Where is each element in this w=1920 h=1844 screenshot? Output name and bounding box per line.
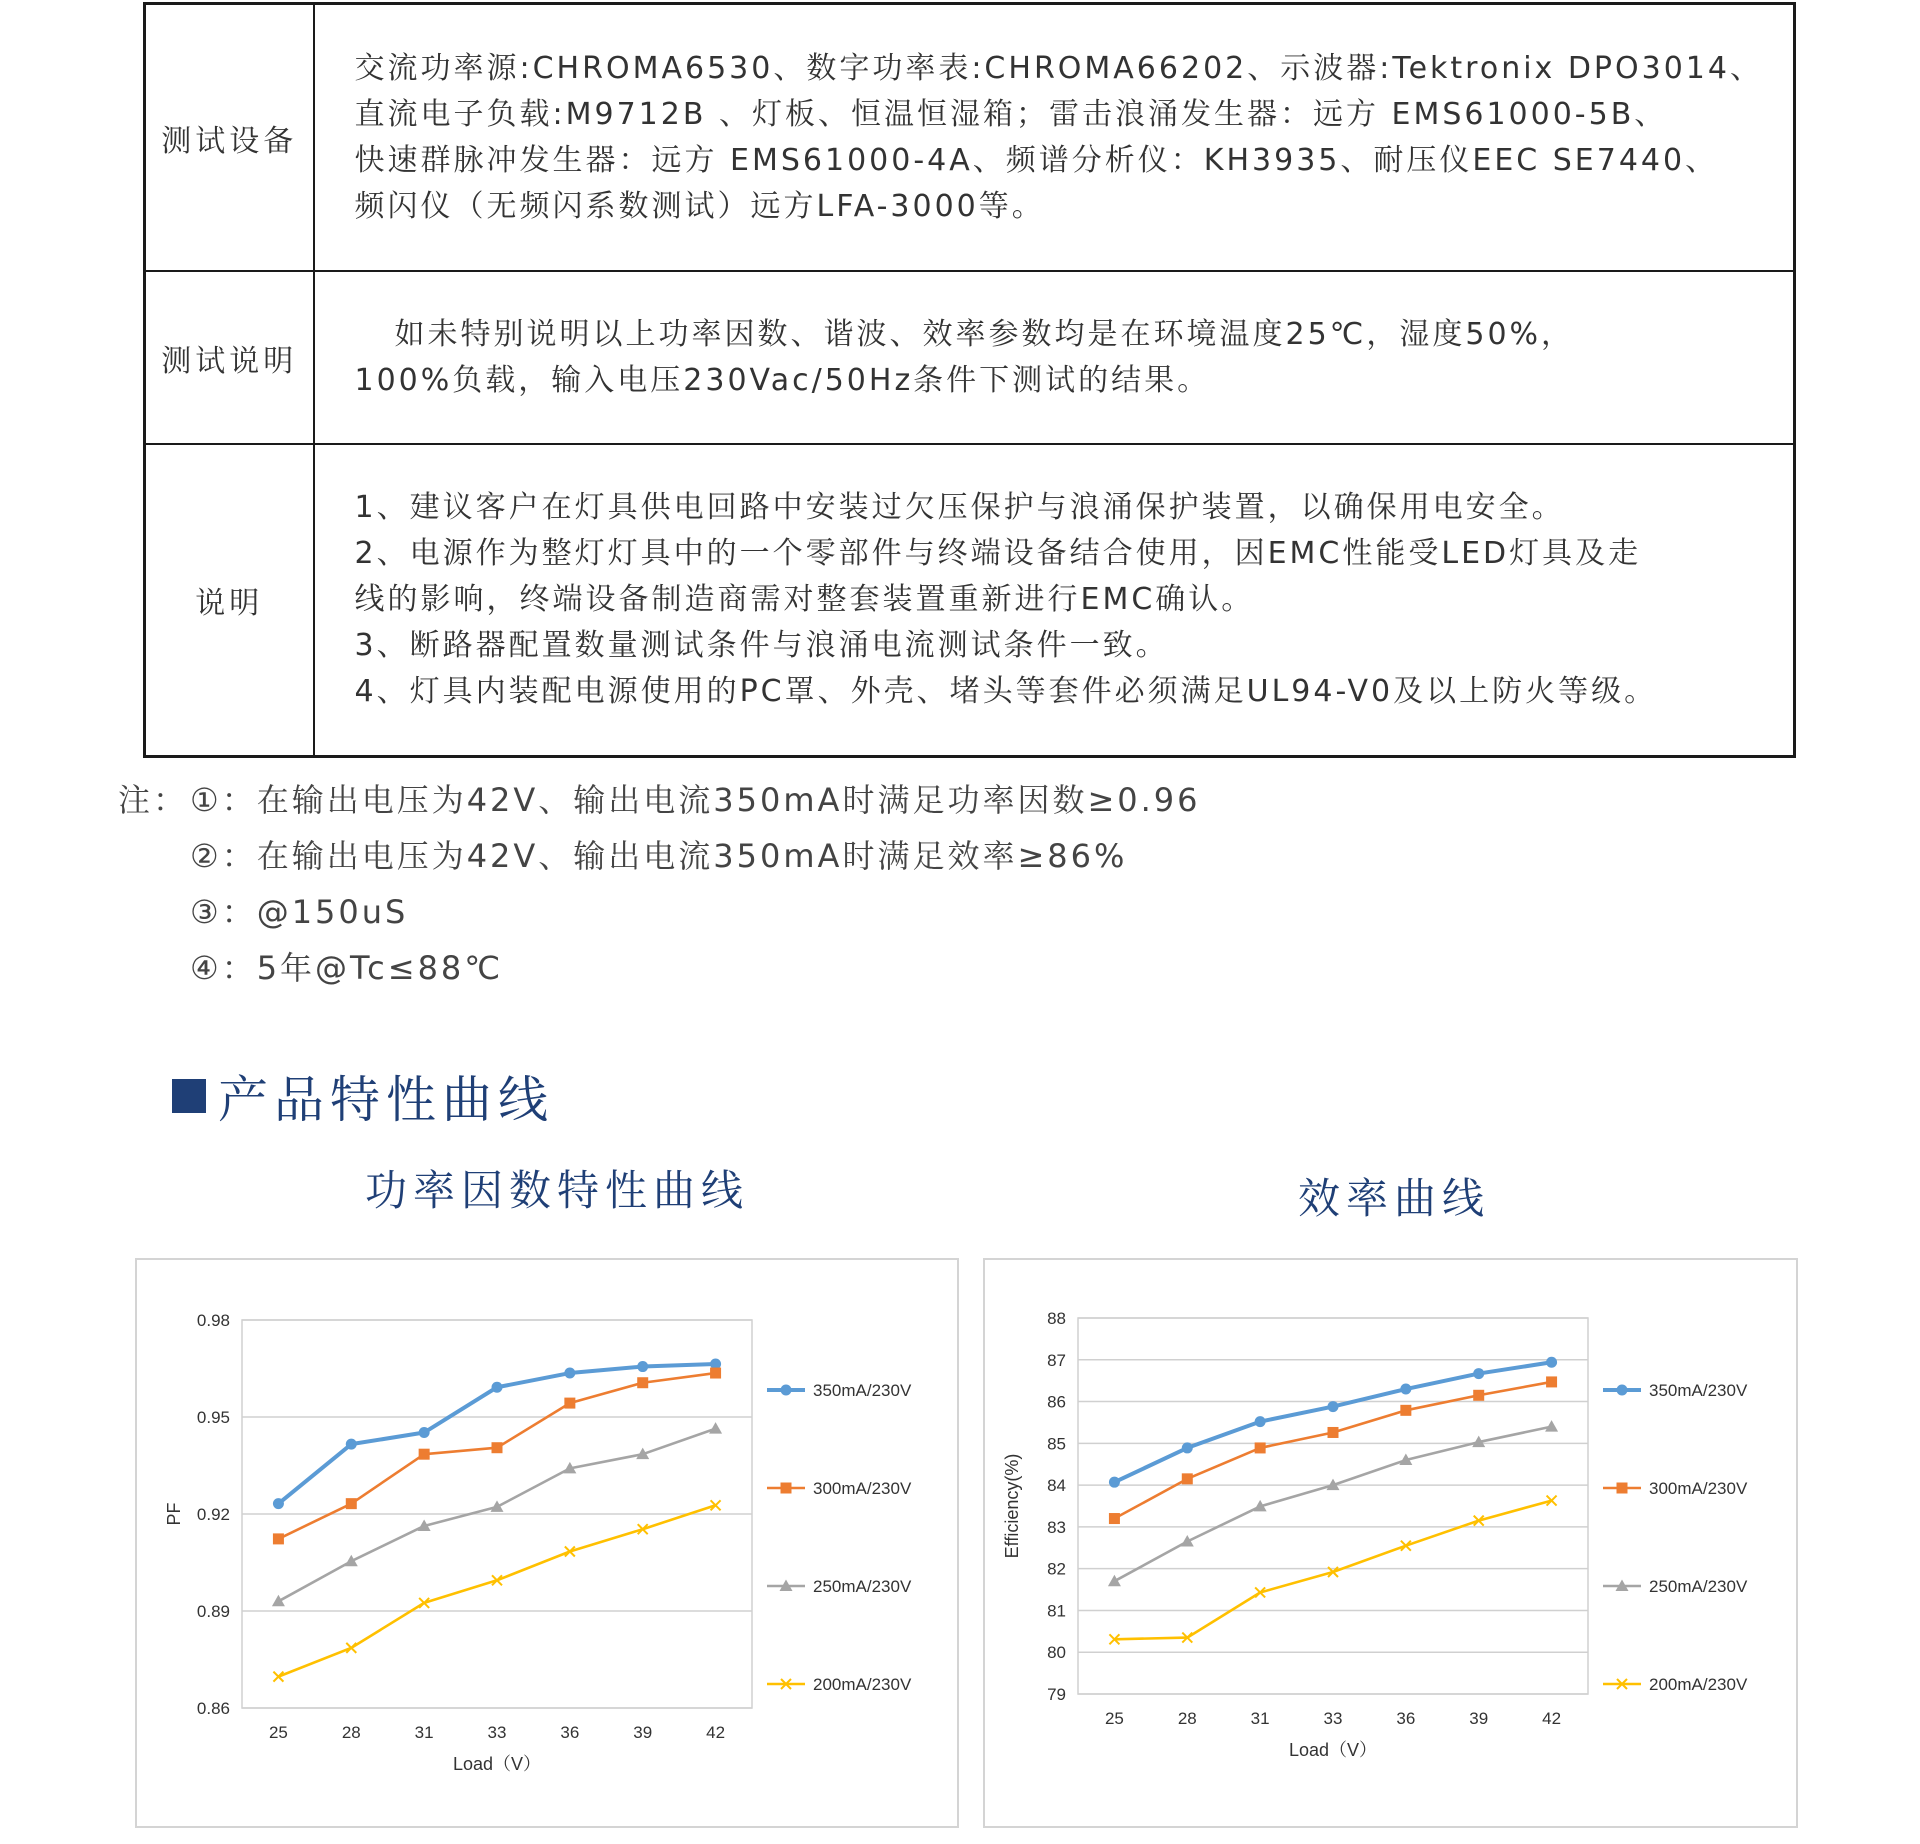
text-line: 4、灯具内装配电源使用的PC罩、外壳、堵头等套件必须满足UL94-V0及以上防火等级。 [354,674,1658,709]
note-item [118,882,1201,938]
note-text: ①：在输出电压为42V、输出电流350mA时满足功率因数≥0.96 [190,781,1201,819]
pf-y-axis-label: PF [164,1502,184,1526]
pf-legend-item [767,1479,912,1498]
pf-data-point [346,1439,357,1450]
text-line: 线的影响，终端设备制造商需对整套装置重新进行EMC确认。 [354,582,1255,617]
pf-y-tick-label: 0.95 [196,1408,230,1427]
note-item [118,826,1201,882]
eff-data-point [1109,1513,1120,1524]
eff-data-point [1546,1376,1557,1387]
eff-data-point [1400,1405,1411,1416]
pf-chart-title: 功率因数特性曲线 [365,1166,750,1215]
legend-marker [1617,1385,1628,1396]
eff-x-axis-label: Load（V） [1288,1740,1378,1760]
pf-x-tick-label: 31 [414,1723,434,1742]
pf-data-point [491,1500,504,1512]
text-line: 如未特别说明以上功率因数、谐波、效率参数均是在环境温度25℃，湿度50%， [394,316,1575,352]
pf-data-point [492,1442,503,1453]
eff-data-point [1546,1357,1557,1368]
pf-data-point [564,1398,575,1409]
eff-x-tick-label: 42 [1542,1709,1562,1728]
pf-data-point [710,1368,721,1379]
pf-data-point [709,1422,722,1434]
text-line: 直流电子负载:M9712B 、灯板、恒温恒湿箱；雷击浪涌发生器：远方 EMS61000-5B、 [354,96,1668,132]
eff-series-3 [1109,1496,1556,1645]
note-item [118,770,1201,826]
eff-data-point [1473,1390,1484,1401]
eff-legend-item [1603,1675,1748,1694]
pf-data-point [637,1361,648,1372]
eff-data-point [1182,1442,1193,1453]
pf-data-point [273,1533,284,1544]
pf-legend-item [767,1577,912,1596]
pf-y-tick-label: 0.98 [196,1311,230,1330]
pf-x-tick-label: 25 [268,1723,288,1742]
eff-data-point [1108,1575,1121,1587]
note-text: ②：在输出电压为42V、输出电流350mA时满足效率≥86% [190,837,1128,875]
text-line: 交流功率源:CHROMA6530、数字功率表:CHROMA66202、示波器:Tektronix DPO3014、 [354,50,1763,86]
pf-x-tick-label: 42 [706,1723,726,1742]
note-text: ③：@150uS [190,893,409,931]
eff-x-tick-label: 31 [1250,1709,1270,1728]
pf-y-tick-label: 0.92 [196,1505,230,1524]
note-item [118,938,1201,994]
pf-data-point [492,1382,503,1393]
row-label-equipment: 测试设备 [145,4,314,272]
eff-y-tick-label: 83 [1047,1517,1066,1537]
legend-marker [781,1385,792,1396]
row-value-test-notes [314,271,1795,444]
section-heading [172,1060,554,1132]
section-title: 产品特性曲线 [218,1071,554,1129]
eff-series-0 [1109,1357,1557,1488]
eff-y-tick-label: 87 [1047,1350,1066,1370]
text-line: 100%负载，输入电压230Vac/50Hz条件下测试的结果。 [354,362,1211,398]
legend-label: 200mA/230V [1649,1675,1748,1694]
pf-data-point [419,1449,430,1460]
pf-data-point [273,1498,284,1509]
eff-y-axis-label: Efficiency(%) [1002,1453,1022,1559]
pf-data-point [564,1368,575,1379]
efficiency-chart [983,1258,1798,1828]
eff-data-point [1109,1477,1120,1488]
pf-x-axis-label: Load（V） [452,1754,542,1774]
eff-series-1 [1109,1376,1557,1524]
eff-legend-item [1603,1577,1748,1596]
row-label-remarks: 说明 [145,444,314,757]
table-row [145,4,1795,272]
row-value-equipment [314,4,1795,272]
eff-series-line [1114,1362,1551,1482]
legend-marker [781,1483,792,1494]
eff-data-point [1400,1384,1411,1395]
eff-y-tick-label: 82 [1047,1559,1066,1579]
eff-x-tick-label: 36 [1396,1709,1416,1728]
legend-label: 250mA/230V [1649,1577,1748,1596]
legend-label: 300mA/230V [1649,1479,1748,1498]
eff-y-tick-label: 84 [1047,1476,1066,1496]
table-row [145,271,1795,444]
text-line: 1、建议客户在灯具供电回路中安装过欠压保护与浪涌保护装置，以确保用电安全。 [354,490,1565,525]
text-line: 频闪仪（无频闪系数测试）远方LFA-3000等。 [354,188,1045,224]
pf-legend-item [767,1675,912,1694]
pf-x-tick-label: 28 [341,1723,361,1742]
efficiency-chart-title: 效率曲线 [1298,1174,1491,1223]
pf-data-point [272,1595,285,1607]
text-line: 2、电源作为整灯灯具中的一个零部件与终端设备结合使用，因EMC性能受LED灯具及走 [354,536,1642,571]
pf-series-1 [273,1368,721,1545]
eff-data-point [1255,1416,1266,1427]
legend-label: 200mA/230V [813,1675,912,1694]
pf-legend-item [767,1381,912,1400]
eff-series-line [1114,1501,1551,1640]
legend-label: 250mA/230V [813,1577,912,1596]
eff-x-tick-label: 28 [1177,1709,1197,1728]
eff-series-2 [1108,1420,1558,1586]
notes [118,770,1201,994]
pf-x-tick-label: 36 [560,1723,580,1742]
eff-x-tick-label: 33 [1323,1709,1343,1728]
pf-data-point [346,1498,357,1509]
table-row [145,444,1795,757]
efficiency-chart-svg [985,1260,1796,1826]
eff-y-tick-label: 85 [1047,1434,1066,1454]
legend-label: 300mA/230V [813,1479,912,1498]
pf-series-line [278,1429,715,1602]
eff-data-point [1328,1427,1339,1438]
legend-label: 350mA/230V [1649,1381,1748,1400]
row-value-remarks [314,444,1795,757]
row-label-test-notes: 测试说明 [145,271,314,444]
notes-prefix: 注： [118,781,189,819]
pf-series-line [278,1505,715,1676]
eff-data-point [1255,1442,1266,1453]
text-line: 快速群脉冲发生器：远方 EMS61000-4A、频谱分析仪：KH3935、耐压仪EEC SE7440、 [354,142,1719,178]
pf-data-point [345,1555,358,1567]
note-text: ④：5年@Tc≤88℃ [190,949,504,987]
eff-y-tick-label: 79 [1047,1685,1066,1704]
eff-y-tick-label: 81 [1047,1601,1066,1621]
pf-series-3 [273,1500,720,1681]
eff-x-tick-label: 25 [1104,1709,1124,1728]
legend-label: 350mA/230V [813,1381,912,1400]
legend-marker [1617,1483,1628,1494]
pf-y-tick-label: 0.86 [196,1699,230,1718]
spec-table [143,2,1796,758]
pf-chart [135,1258,959,1828]
pf-data-point [637,1377,648,1388]
pf-data-point [419,1427,430,1438]
eff-data-point [1545,1420,1558,1432]
pf-x-tick-label: 39 [633,1723,653,1742]
eff-legend-item [1603,1479,1748,1498]
eff-data-point [1473,1368,1484,1379]
text-line: 3、断路器配置数量测试条件与浪涌电流测试条件一致。 [354,628,1169,663]
pf-y-tick-label: 0.89 [196,1602,230,1621]
eff-y-tick-label: 80 [1047,1643,1066,1663]
eff-legend-item [1603,1381,1748,1400]
eff-x-tick-label: 39 [1469,1709,1489,1728]
eff-y-tick-label: 88 [1047,1309,1066,1328]
pf-chart-svg [137,1260,957,1826]
eff-data-point [1182,1473,1193,1484]
eff-y-tick-label: 86 [1047,1392,1066,1412]
eff-data-point [1328,1401,1339,1412]
pf-x-tick-label: 33 [487,1723,507,1742]
square-bullet-icon [172,1079,206,1113]
